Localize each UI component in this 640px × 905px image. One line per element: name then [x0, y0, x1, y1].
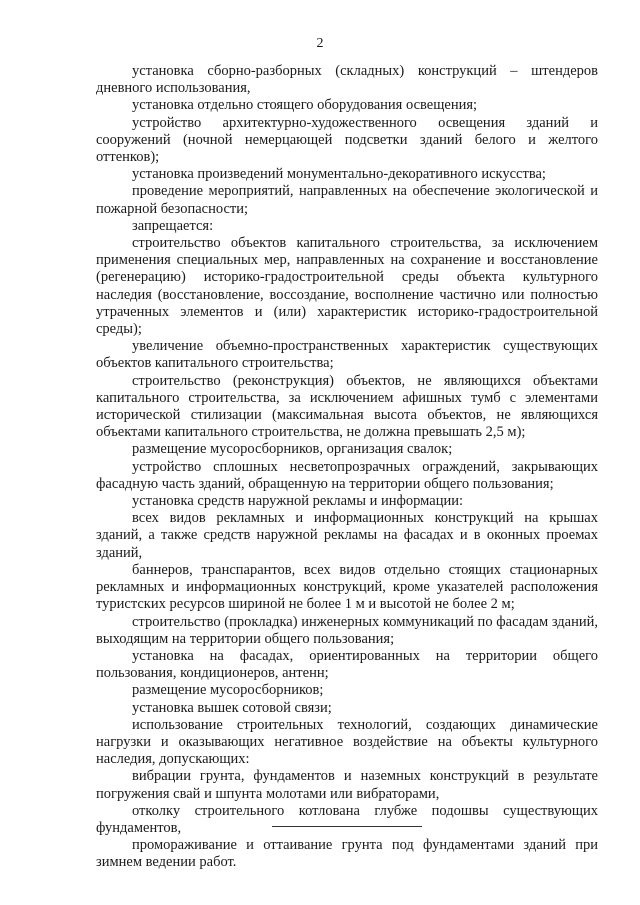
paragraph: увеличение объемно-пространственных характеристик существующих объектов капитального строительства; [96, 338, 598, 372]
paragraph: промораживание и оттаивание грунта под фундаментами зданий при зимнем ведении работ. [96, 837, 598, 871]
paragraph: установка отдельно стоящего оборудования освещения; [132, 97, 478, 114]
page-number: 2 [316, 36, 324, 51]
paragraph: использование строительных технологий, создающих динамические нагрузки и оказывающих негативное воздействие на объекты культурного наследия, допускающих: [96, 716, 598, 768]
paragraph: установка сборно-разборных (складных) конструкций – штендеров дневного использования, [96, 63, 598, 97]
paragraph: проведение мероприятий, направленных на обеспечение экологической и пожарной безопасности; [96, 183, 598, 217]
paragraph: строительство (реконструкция) объектов, не являющихся объектами капитального строительства, за исключением афишных тумб с элементами исторической стилизации (максимальная высота объектов, не являющихся объектами капитального строительства, не должна превышать 2,5 м); [96, 372, 598, 441]
paragraph: размещение мусоросборников; [132, 682, 324, 699]
paragraph: установка средств наружной рекламы и информации: [132, 493, 464, 510]
paragraph: отколку строительного котлована глубже подошвы существующих фундаментов, [96, 802, 598, 836]
paragraph: баннеров, транспарантов, всех видов отдельно стоящих стационарных рекламных и информационных конструкций, кроме указателей расположения туристских ресурсов шириной не более 1 м и высотой не более 2 м; [96, 561, 598, 613]
paragraph: установка на фасадах, ориентированных на территории общего пользования, кондиционеров, антенн; [96, 647, 598, 682]
paragraph: строительство объектов капитального строительства, за исключением применения специальных мер, направленных на сохранение и восстановление (регенерацию) историко-градостроительной среды объекта культурного наследия (восстановление, воссоздание, восполнение частично или полностью утраченных элементов и (или) характеристик историко-градостроительной среды); [96, 235, 598, 338]
paragraph: устройство архитектурно-художественного освещения зданий и сооружений (ночной немерцающей подсветки зданий белого и желтого оттенков); [96, 114, 598, 166]
paragraph: вибрации грунта, фундаментов и наземных конструкций в результате погружения свай и шпунта молотами или вибраторами, [96, 768, 598, 802]
document-body [96, 63, 598, 872]
paragraph: строительство (прокладка) инженерных коммуникаций по фасадам зданий, выходящим на территории общего пользования; [96, 613, 598, 647]
paragraph: устройство сплошных несветопрозрачных ограждений, закрывающих фасадную часть зданий, обращенную на территории общего пользования; [96, 458, 598, 492]
paragraph: установка вышек сотовой связи; [132, 699, 332, 716]
paragraph: размещение мусоросборников, организация свалок; [132, 441, 453, 458]
paragraph: всех видов рекламных и информационных конструкций на крышах зданий, а также средств наружной рекламы на фасадах и в оконных проемах зданий, [96, 510, 598, 561]
footer-divider [272, 826, 422, 827]
paragraph: установка произведений монументально-декоративного искусства; [132, 166, 546, 183]
paragraph: запрещается: [132, 217, 214, 234]
